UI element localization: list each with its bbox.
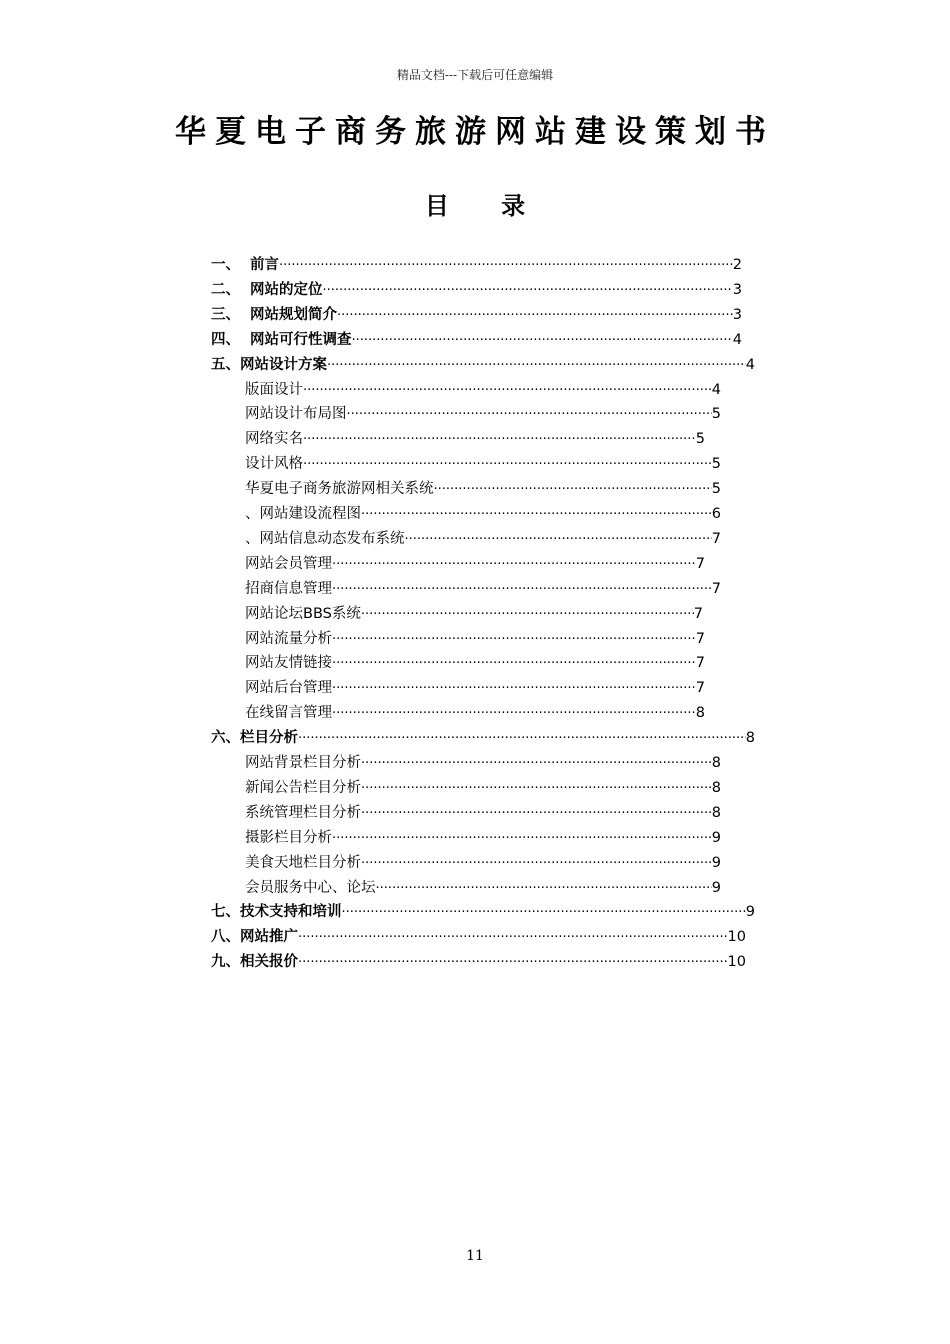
toc-entry-label: 网站流量分析 <box>245 630 332 647</box>
toc-entry-label: 招商信息管理 <box>245 580 332 597</box>
toc-entry[interactable] <box>245 752 721 774</box>
toc-entry-page: 7 <box>695 655 705 672</box>
toc-entry[interactable] <box>211 951 746 973</box>
toc-entry-page: 3 <box>732 281 742 298</box>
toc-entry-page: 7 <box>695 680 705 697</box>
dot-leader <box>332 703 696 725</box>
dot-leader <box>361 504 712 526</box>
toc-entry-page: 5 <box>711 456 721 473</box>
toc-entry[interactable] <box>245 503 721 525</box>
toc-entry-page: 8 <box>695 705 705 722</box>
dot-leader <box>323 280 733 302</box>
toc-entry-number: 一、 <box>211 257 240 273</box>
toc-entry-page: 7 <box>693 605 703 622</box>
toc-entry-number: 九、 <box>211 954 240 971</box>
dot-leader <box>303 380 712 402</box>
toc-entry[interactable] <box>245 677 705 699</box>
toc-entry-page: 5 <box>711 406 721 423</box>
toc-entry-page: 7 <box>711 580 721 597</box>
dot-leader <box>332 678 696 700</box>
toc-entry[interactable] <box>211 354 755 376</box>
toc-entry[interactable] <box>211 254 742 276</box>
toc-entry[interactable] <box>245 827 721 849</box>
toc-entry-label: 网站论坛BBS系统 <box>245 605 361 622</box>
toc-entry-label: 华夏电子商务旅游网相关系统 <box>245 481 434 498</box>
toc-entry-label: 相关报价 <box>240 954 298 971</box>
toc-entry[interactable] <box>245 428 705 450</box>
dot-leader <box>298 728 746 750</box>
document-title: 华夏电子商务旅游网站建设策划书 <box>175 114 775 150</box>
toc-entry-label: 网站设计方案 <box>240 356 327 373</box>
toc-entry-label: 会员服务中心、论坛 <box>245 879 376 896</box>
toc-entry-label: 网站设计布局图 <box>245 406 347 423</box>
page-header: 精品文档---下载后可任意编辑 <box>396 68 554 82</box>
toc-entry[interactable] <box>245 628 705 650</box>
toc-entry[interactable] <box>245 379 721 401</box>
toc-entry-page: 8 <box>711 779 721 796</box>
toc-entry-label: 网站后台管理 <box>245 680 332 697</box>
dot-leader <box>361 604 694 626</box>
dot-leader <box>279 255 733 277</box>
toc-entry-label: 网站友情链接 <box>245 655 332 672</box>
dot-leader <box>342 902 746 924</box>
toc-entry-label: 、网站建设流程图 <box>245 506 361 522</box>
toc-entry-number: 八、 <box>211 929 240 946</box>
dot-leader <box>332 579 712 601</box>
dot-leader <box>303 454 712 476</box>
dot-leader <box>361 778 712 800</box>
dot-leader <box>434 479 712 501</box>
toc-entry[interactable] <box>211 279 742 301</box>
toc-entry-label: 网站可行性调查 <box>250 331 352 348</box>
dot-leader <box>332 653 696 675</box>
dot-leader <box>298 927 728 949</box>
toc-entry-label: 版面设计 <box>245 381 303 398</box>
toc-entry-page: 9 <box>711 879 721 896</box>
dot-leader <box>332 629 696 651</box>
toc-entry[interactable] <box>245 578 721 600</box>
toc-entry-page: 2 <box>732 257 742 273</box>
dot-leader <box>332 828 712 850</box>
toc-entry-page: 5 <box>711 481 721 498</box>
toc-entry-label: 网站推广 <box>240 929 298 946</box>
toc-entry-label: 、网站信息动态发布系统 <box>245 530 405 547</box>
toc-entry-label: 在线留言管理 <box>245 705 332 722</box>
toc-entry[interactable] <box>211 304 742 326</box>
toc-entry-page: 9 <box>711 854 721 871</box>
toc-entry-number: 四、 <box>211 331 240 348</box>
toc-entry[interactable] <box>245 453 721 475</box>
toc-entry[interactable] <box>245 478 721 500</box>
toc-entry[interactable] <box>245 877 721 899</box>
toc-entry[interactable] <box>245 702 705 724</box>
toc-entry-page: 8 <box>745 730 755 747</box>
toc-entry[interactable] <box>245 802 721 824</box>
toc-entry[interactable] <box>245 553 705 575</box>
toc-entry-page: 3 <box>732 306 742 323</box>
toc-entry-label: 网络实名 <box>245 431 303 448</box>
toc-entry-label: 网站会员管理 <box>245 555 332 572</box>
toc-entry-page: 9 <box>711 829 721 846</box>
toc-entry-number: 七、 <box>211 904 240 921</box>
dot-leader <box>376 878 712 900</box>
toc-entry-label: 摄影栏目分析 <box>245 829 332 846</box>
toc-entry-label: 前言 <box>250 257 279 273</box>
dot-leader <box>347 404 712 426</box>
dot-leader <box>361 803 712 825</box>
toc-entry-label: 网站的定位 <box>250 281 323 298</box>
toc-entry-page: 4 <box>745 356 755 373</box>
dot-leader <box>327 355 746 377</box>
toc-entry[interactable] <box>245 777 721 799</box>
toc-entry-number: 二、 <box>211 281 240 298</box>
toc-entry-page: 8 <box>711 804 721 821</box>
dot-leader <box>303 429 696 451</box>
toc-entry-page: 4 <box>732 331 742 348</box>
dot-leader <box>332 554 696 576</box>
dot-leader <box>352 330 733 352</box>
toc-entry-page: 5 <box>695 431 705 448</box>
toc-entry[interactable] <box>245 852 721 874</box>
toc-entry[interactable] <box>211 926 746 948</box>
toc-entry-page: 4 <box>711 381 721 398</box>
toc-entry-page: 7 <box>695 630 705 647</box>
toc-entry-page: 8 <box>711 755 721 771</box>
toc-entry-label: 网站背景栏目分析 <box>245 755 361 771</box>
dot-leader <box>361 753 712 775</box>
toc-entry[interactable] <box>211 329 742 351</box>
toc-entry-number: 三、 <box>211 306 240 323</box>
toc-entry[interactable] <box>211 901 755 923</box>
toc-entry-label: 设计风格 <box>245 456 303 473</box>
toc-entry[interactable] <box>245 603 703 625</box>
dot-leader <box>337 305 733 327</box>
toc-entry-label: 新闻公告栏目分析 <box>245 779 361 796</box>
toc-entry-label: 美食天地栏目分析 <box>245 854 361 871</box>
toc-entry[interactable] <box>211 727 755 749</box>
toc-entry-page: 10 <box>727 954 746 971</box>
toc-heading: 目 录 <box>424 192 548 220</box>
toc-entry-label: 技术支持和培训 <box>240 904 342 921</box>
dot-leader <box>298 952 728 974</box>
toc-entry-page: 7 <box>711 530 721 547</box>
dot-leader <box>405 529 712 551</box>
toc-entry[interactable] <box>245 652 705 674</box>
toc-entry-label: 系统管理栏目分析 <box>245 804 361 821</box>
toc-entry-page: 10 <box>727 929 746 946</box>
dot-leader <box>361 853 712 875</box>
page-number: 11 <box>466 1248 484 1264</box>
toc-entry-label: 栏目分析 <box>240 730 298 747</box>
toc-entry-label: 网站规划简介 <box>250 306 337 323</box>
toc-entry-page: 6 <box>711 506 721 522</box>
toc-entry-page: 9 <box>745 904 755 921</box>
toc-entry[interactable] <box>245 403 721 425</box>
toc-entry-number: 五、 <box>211 356 240 373</box>
toc-entry-page: 7 <box>695 555 705 572</box>
toc-entry[interactable] <box>245 528 721 550</box>
toc-entry-number: 六、 <box>211 730 240 747</box>
